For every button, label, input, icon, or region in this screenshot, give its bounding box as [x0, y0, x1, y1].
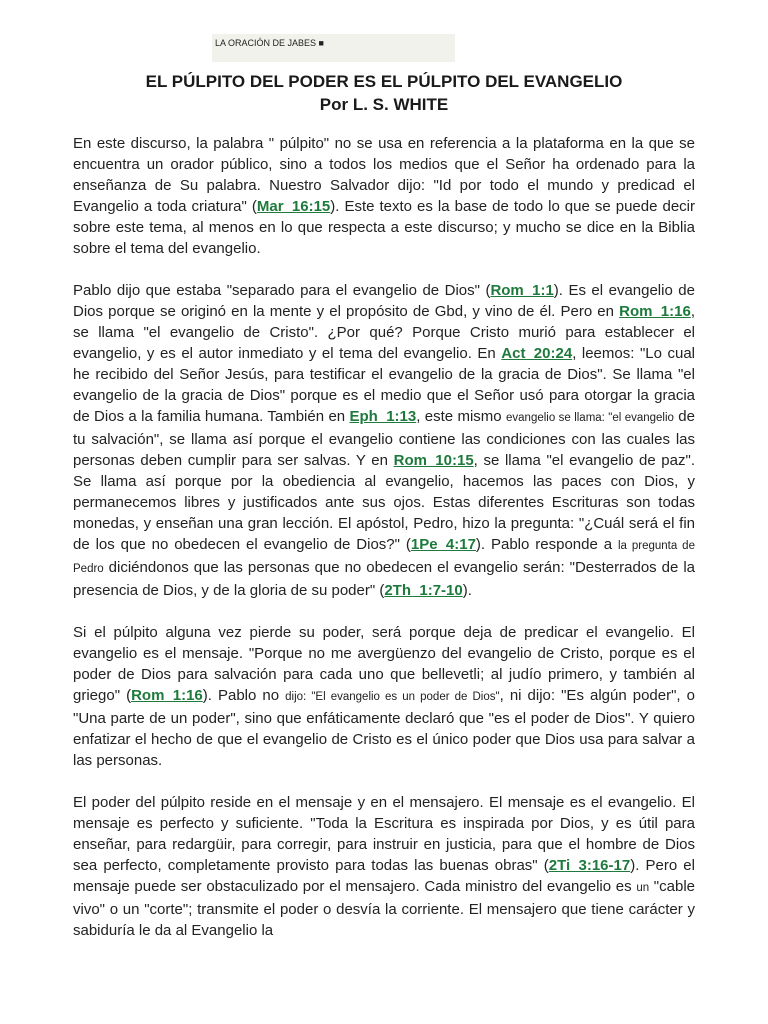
title-line: EL PÚLPITO DEL PODER ES EL PÚLPITO DEL EVANGELIO	[145, 72, 623, 91]
scripture-link[interactable]: Rom_1:1	[490, 282, 554, 299]
text-run: , se llama "el evangelio de Cristo". ¿Por qué? Porque Cristo murió para establecer el evangelio, y es el autor inmediato y el tema del evangelio. En	[73, 303, 695, 362]
text-run: de tu salvación", se llama así porque el evangelio contiene las condiciones con las cuales las personas deben cumplir para ser salvas. Y en	[73, 408, 695, 469]
paragraph-3	[73, 622, 695, 771]
text-run: ). Pero el mensaje puede ser obstaculizado por el mensajero. Cada ministro del evangelio es	[73, 857, 695, 895]
scripture-link[interactable]: 2Th_1:7-10	[384, 582, 463, 599]
paragraph-2	[73, 280, 695, 601]
inserted-text: un	[636, 882, 650, 894]
text-run: "cable vivo" o un "corte"; transmite el poder o desvía la corriente. El mensajero que tiene carácter y sabiduría le da al Evangelio la	[73, 878, 695, 939]
inserted-text: la pregunta de Pedro	[73, 540, 695, 575]
scripture-link[interactable]: Mar_16:15	[256, 198, 331, 215]
scripture-link[interactable]: Rom_1:16	[131, 687, 203, 704]
scripture-link[interactable]: Rom_10:15	[393, 452, 474, 469]
text-run: Pablo dijo que estaba "separado para el evangelio de Dios" (	[73, 282, 491, 299]
text-run: , leemos: "Lo cual he recibido del Señor Jesús, para testificar el evangelio de la gracia de Dios". Se llama "el evangelio de la gracia de Dios" porque es el medio que el Señor usó para otorgar la gracia de Dios a la familia humana. También en	[73, 345, 695, 425]
text-run: El poder del púlpito reside en el mensaje y en el mensajero. El mensaje es el evangelio. El mensaje es perfecto y suficiente. "Toda la Escritura es inspirada por Dios, y es útil para enseñar, para redargüir, para corregir, para instruir en justicia, para que el hombre de Dios sea perfecto, completamente provisto para todas las buenas obras" (	[73, 794, 695, 874]
text-run: ).	[462, 582, 472, 599]
paragraph-1	[73, 133, 695, 259]
author-line: Por L. S. WHITE	[319, 95, 449, 114]
scripture-link[interactable]: 2Ti_3:16-17	[548, 857, 631, 874]
text-run: ). Es el evangelio de Dios porque se originó en la mente y el propósito de Gbd, y vino de él. Pero en	[73, 282, 695, 320]
scripture-link[interactable]: Rom_1:16	[619, 303, 691, 320]
scripture-link[interactable]: Eph_1:13	[349, 408, 417, 425]
scripture-link[interactable]: Act_20:24	[501, 345, 573, 362]
header-label: LA ORACIÓN DE JABES ■	[215, 38, 324, 48]
text-run: , este mismo	[416, 408, 507, 425]
text-run: , ni dijo: "Es algún poder", o "Una parte de un poder", sino que enfáticamente declaró que "es el poder de Dios". Y quiero enfatizar el hecho de que el evangelio de Cristo es el único poder que Dios usa para salvar a las personas.	[73, 687, 695, 769]
text-run: , se llama "el evangelio de paz". Se llama así porque por la obediencia al evangelio, hacemos las paces con Dios, y permanecemos libres y justificados ante sus ojos. Estas diferentes Escrituras son todas monedas, y enseñan una gran lección. El apóstol, Pedro, hizo la pregunta: "¿Cuál será el fin de los que no obedecen el evangelio de Dios?" (	[73, 452, 695, 553]
text-run: diciéndonos que las personas que no obedecen el evangelio serán: "Desterrados de la presencia de Dios, y de la gloria de su poder" (	[73, 559, 695, 599]
text-run: ). Pablo no	[202, 687, 286, 704]
document-body	[73, 133, 695, 962]
text-run: ). Este texto es la base de todo lo que se puede decir sobre este tema, al menos en lo que respecta a este discurso; y mucho se dice en la Biblia sobre el tema del evangelio.	[73, 198, 695, 257]
text-run: Si el púlpito alguna vez pierde su poder, será porque deja de predicar el evangelio. El evangelio es el mensaje. "Porque no me avergüenzo del evangelio de Cristo, porque es el poder de Dios para salvación para cada uno que bellevetli; al judío primero, y también al griego" (	[73, 624, 695, 704]
text-run: ). Pablo responde a	[475, 536, 618, 553]
document-title	[0, 70, 768, 116]
text-run: En este discurso, la palabra " púlpito" no se usa en referencia a la plataforma en la que se encuentra un orador público, sino a todos los medios que el Señor ha ordenado para la enseñanza de Su palabra. Nuestro Salvador dijo: "Id por todo el mundo y predicad el Evangelio a toda criatura" (	[73, 135, 695, 215]
scripture-link[interactable]: 1Pe_4:17	[410, 536, 476, 553]
paragraph-4	[73, 792, 695, 941]
running-header	[212, 34, 455, 62]
inserted-text: evangelio se llama: "el evangelio	[506, 412, 674, 424]
inserted-text: dijo: "El evangelio es un poder de Dios"	[285, 691, 500, 703]
